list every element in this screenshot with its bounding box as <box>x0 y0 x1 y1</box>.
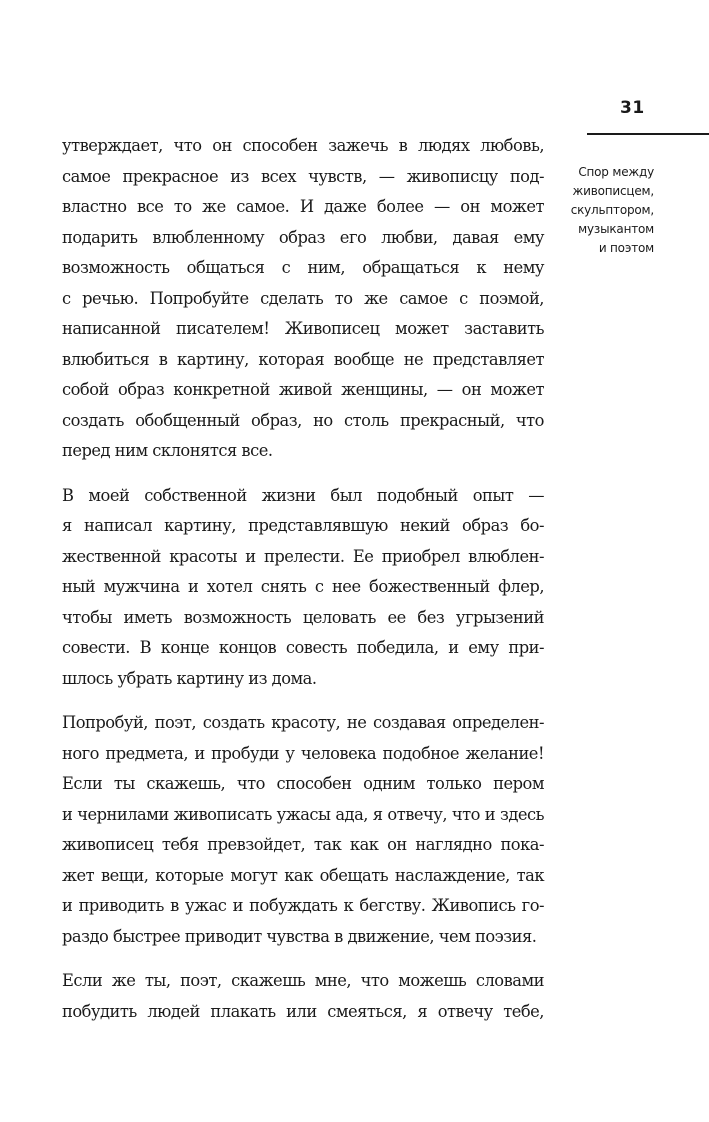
text-line: и чернилами живописать ужасы ада, я отвечу, что и здесь <box>62 804 544 824</box>
text-line: утверждает, что он способен зажечь в людях любовь, <box>62 136 544 155</box>
text-line: Попробуй, поэт, создать красоту, не создавая определен- <box>62 713 544 732</box>
text-line: шлось убрать картину из дома. <box>62 668 317 688</box>
text-line: раздо быстрее приводит чувства в движение, чем поэзия. <box>62 926 537 946</box>
margin-note <box>534 163 654 258</box>
text-line: и приводить в ужас и побуждать к бегству. Живопись го- <box>62 896 544 915</box>
text-line: чтобы иметь возможность целовать ее без угрызений <box>62 607 544 627</box>
text-line: властно все то же самое. И даже более — он может <box>62 197 544 216</box>
page-number: 31 <box>620 98 645 118</box>
text-line: Если ты скажешь, что способен одним только пером <box>62 774 544 793</box>
text-line: жественной красоты и прелести. Ее приобрел влюблен- <box>62 546 544 566</box>
body-text <box>62 131 544 1041</box>
text-line: самое прекрасное из всех чувств, — живописцу под- <box>62 166 544 186</box>
text-line: жет вещи, которые могут как обещать наслаждение, так <box>62 865 544 885</box>
text-line: Если же ты, поэт, скажешь мне, что можешь словами <box>62 971 544 990</box>
text-line: влюбиться в картину, которая вообще не представляет <box>62 349 544 369</box>
text-line: перед ним склонятся все. <box>62 441 273 460</box>
margin-note-line: музыкантом <box>578 222 654 236</box>
text-line: создать обобщенный образ, но столь прекрасный, что <box>62 410 544 430</box>
paragraph-1 <box>62 131 544 467</box>
margin-note-line: Спор между <box>578 165 654 179</box>
paragraph-3 <box>62 708 544 952</box>
paragraph-4 <box>62 966 544 1027</box>
text-line: ный мужчина и хотел снять с нее божественный флер, <box>62 577 544 596</box>
margin-note-line: живописцем, <box>572 184 654 198</box>
text-line: В моей собственной жизни был подобный опыт — <box>62 485 544 505</box>
text-line: собой образ конкретной живой женщины, — он может <box>62 380 544 399</box>
text-line: с речью. Попробуйте сделать то же самое с поэмой, <box>62 288 544 308</box>
text-line: возможность общаться с ним, обращаться к нему <box>62 258 544 277</box>
text-line: совести. В конце концов совесть победила, и ему при- <box>62 638 544 657</box>
text-line: ного предмета, и пробуди у человека подобное желание! <box>62 743 544 763</box>
margin-note-line: и поэтом <box>598 241 654 255</box>
paragraph-2 <box>62 481 544 695</box>
text-line: живописец тебя превзойдет, так как он наглядно пока- <box>62 835 544 854</box>
text-line: побудить людей плакать или смеяться, я отвечу тебе, <box>62 1001 544 1021</box>
text-line: написанной писателем! Живописец может заставить <box>62 319 544 338</box>
header-rule <box>587 133 709 135</box>
margin-note-line: скульптором, <box>570 203 654 217</box>
text-line: я написал картину, представлявшую некий образ бо- <box>62 516 544 535</box>
text-line: подарить влюбленному образ его любви, давая ему <box>62 227 544 247</box>
